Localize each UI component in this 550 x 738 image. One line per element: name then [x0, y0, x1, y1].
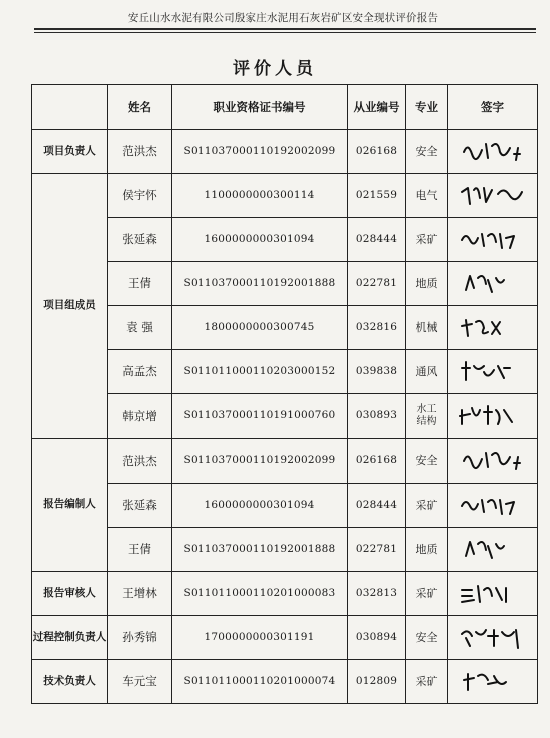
- table-header-row: [32, 85, 538, 130]
- employee-number-cell: 030893: [348, 394, 406, 439]
- cert-number-cell: 1700000000301191: [172, 616, 348, 660]
- specialty-cell: 安全: [406, 130, 448, 174]
- signature-cell: [448, 528, 538, 572]
- signature-cell: [448, 394, 538, 439]
- table-row: [32, 616, 538, 660]
- role-cell: 报告编制人: [32, 439, 108, 572]
- handwritten-signature: [458, 447, 528, 475]
- header-rule-thin: [34, 32, 536, 33]
- specialty-cell: 机械: [406, 306, 448, 350]
- table-row: [32, 350, 538, 394]
- table-row: [32, 439, 538, 484]
- specialty-cell: 地质: [406, 262, 448, 306]
- table-row: [32, 484, 538, 528]
- signature-cell: [448, 439, 538, 484]
- cert-number-cell: S011037000110192002099: [172, 439, 348, 484]
- handwritten-signature: [458, 492, 528, 520]
- signature-cell: [448, 660, 538, 704]
- name-cell: 车元宝: [108, 660, 172, 704]
- employee-number-cell: 030894: [348, 616, 406, 660]
- employee-number-cell: 032813: [348, 572, 406, 616]
- name-cell: 范洪杰: [108, 130, 172, 174]
- table-row: [32, 130, 538, 174]
- name-cell: 高孟杰: [108, 350, 172, 394]
- name-cell: 张延森: [108, 484, 172, 528]
- report-header: 安丘山水水泥有限公司殷家庄水泥用石灰岩矿区安全现状评价报告: [127, 12, 439, 24]
- cert-number-cell: 1100000000300114: [172, 174, 348, 218]
- name-cell: 王倩: [108, 528, 172, 572]
- col-header-signature: 签字: [448, 85, 538, 130]
- specialty-cell: 安全: [406, 439, 448, 484]
- signature-cell: [448, 174, 538, 218]
- table-row: [32, 660, 538, 704]
- handwritten-signature: [458, 536, 528, 564]
- signature-cell: [448, 350, 538, 394]
- handwritten-signature: [458, 580, 528, 608]
- employee-number-cell: 032816: [348, 306, 406, 350]
- name-cell: 范洪杰: [108, 439, 172, 484]
- employee-number-cell: 021559: [348, 174, 406, 218]
- cert-number-cell: S011011000110201000083: [172, 572, 348, 616]
- employee-number-cell: 039838: [348, 350, 406, 394]
- role-cell: 过程控制负责人: [32, 616, 108, 660]
- handwritten-signature: [458, 270, 528, 298]
- col-header-name: 姓名: [108, 85, 172, 130]
- cert-number-cell: S011037000110192001888: [172, 528, 348, 572]
- specialty-cell: 通风: [406, 350, 448, 394]
- specialty-cell: 电气: [406, 174, 448, 218]
- cert-number-cell: 1800000000300745: [172, 306, 348, 350]
- col-header-emp: 从业编号: [348, 85, 406, 130]
- specialty-cell: 采矿: [406, 218, 448, 262]
- table-row: [32, 394, 538, 439]
- handwritten-signature: [458, 668, 528, 696]
- signature-cell: [448, 306, 538, 350]
- table-row: [32, 262, 538, 306]
- name-cell: 王倩: [108, 262, 172, 306]
- signature-cell: [448, 484, 538, 528]
- table-row: [32, 218, 538, 262]
- col-header-cert: 职业资格证书编号: [172, 85, 348, 130]
- handwritten-signature: [458, 358, 528, 386]
- name-cell: 张延森: [108, 218, 172, 262]
- cert-number-cell: S011037000110191000760: [172, 394, 348, 439]
- employee-number-cell: 022781: [348, 528, 406, 572]
- employee-number-cell: 022781: [348, 262, 406, 306]
- handwritten-signature: [458, 402, 528, 430]
- cert-number-cell: S011037000110192001888: [172, 262, 348, 306]
- name-cell: 王增林: [108, 572, 172, 616]
- role-cell: 技术负责人: [32, 660, 108, 704]
- table-row: [32, 572, 538, 616]
- signature-cell: [448, 572, 538, 616]
- name-cell: 孙秀锦: [108, 616, 172, 660]
- specialty-cell: 地质: [406, 528, 448, 572]
- cert-number-cell: 1600000000301094: [172, 484, 348, 528]
- signature-cell: [448, 130, 538, 174]
- cert-number-cell: S011011000110203000152: [172, 350, 348, 394]
- handwritten-signature: [458, 138, 528, 166]
- name-cell: 韩京增: [108, 394, 172, 439]
- cert-number-cell: S011037000110192002099: [172, 130, 348, 174]
- handwritten-signature: [458, 314, 528, 342]
- role-cell: 报告审核人: [32, 572, 108, 616]
- cert-number-cell: S011011000110201000074: [172, 660, 348, 704]
- signature-cell: [448, 616, 538, 660]
- employee-number-cell: 026168: [348, 439, 406, 484]
- handwritten-signature: [458, 226, 528, 254]
- name-cell: 袁 强: [108, 306, 172, 350]
- table-row: [32, 306, 538, 350]
- handwritten-signature: [458, 182, 528, 210]
- page-title: 评价人员: [233, 59, 317, 79]
- name-cell: 侯宇怀: [108, 174, 172, 218]
- employee-number-cell: 026168: [348, 130, 406, 174]
- specialty-cell: 采矿: [406, 484, 448, 528]
- handwritten-signature: [458, 624, 528, 652]
- employee-number-cell: 028444: [348, 484, 406, 528]
- employee-number-cell: 028444: [348, 218, 406, 262]
- role-cell: 项目组成员: [32, 174, 108, 439]
- specialty-cell: 采矿: [406, 572, 448, 616]
- table-row: [32, 528, 538, 572]
- cert-number-cell: 1600000000301094: [172, 218, 348, 262]
- specialty-cell: 安全: [406, 616, 448, 660]
- header-rule-thick: [34, 28, 536, 30]
- table-row: [32, 174, 538, 218]
- specialty-cell: 采矿: [406, 660, 448, 704]
- personnel-table: [31, 84, 538, 704]
- signature-cell: [448, 262, 538, 306]
- role-cell: 项目负责人: [32, 130, 108, 174]
- employee-number-cell: 012809: [348, 660, 406, 704]
- col-header-field: 专业: [406, 85, 448, 130]
- specialty-cell: 水工结构: [406, 394, 448, 439]
- col-header-role: [32, 85, 108, 130]
- signature-cell: [448, 218, 538, 262]
